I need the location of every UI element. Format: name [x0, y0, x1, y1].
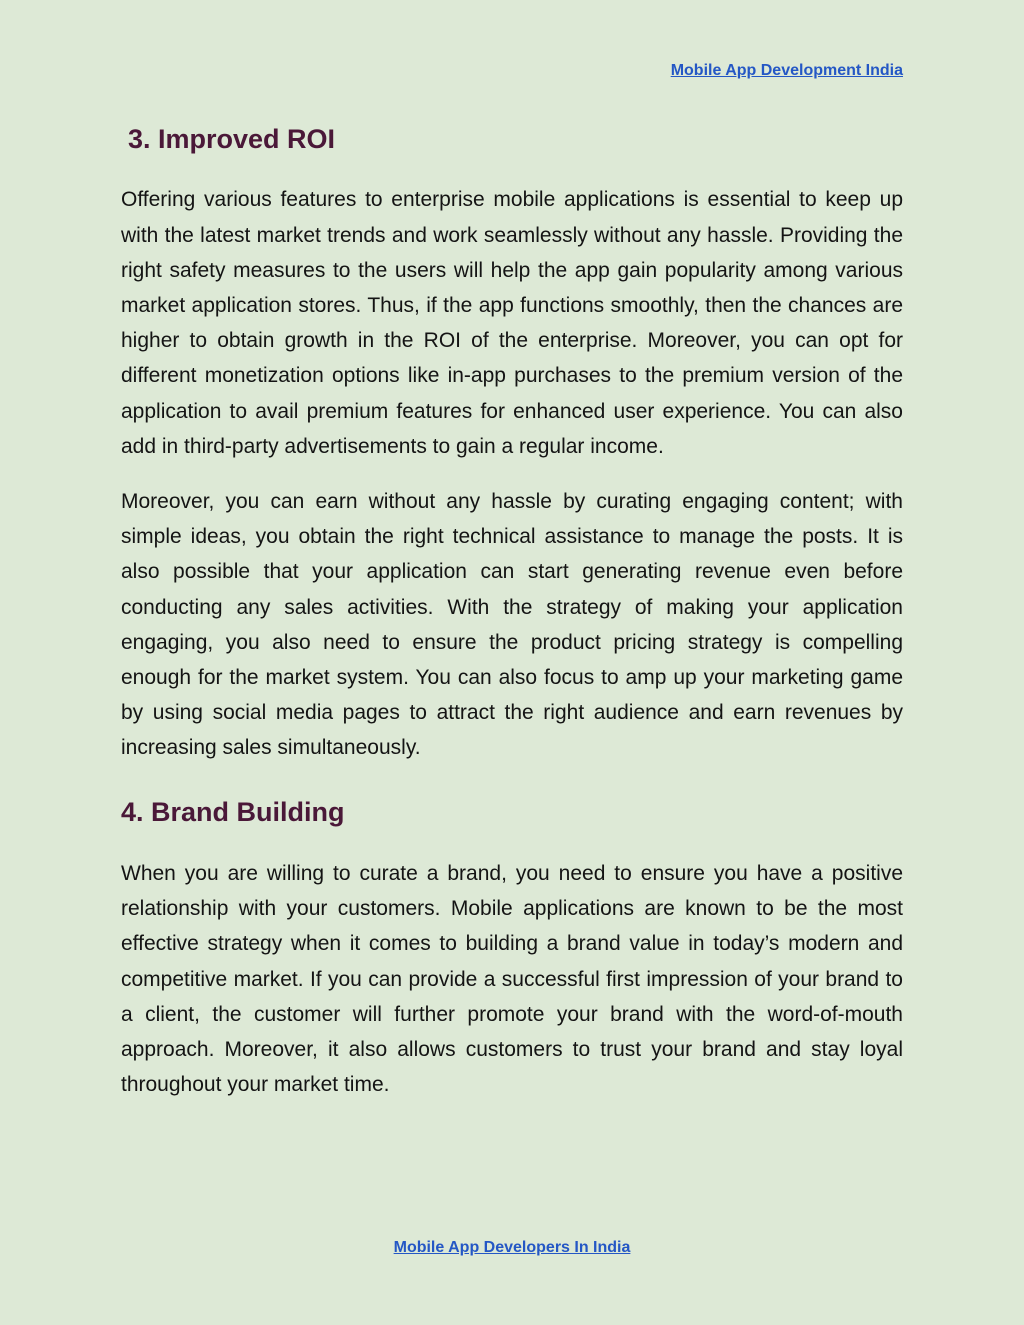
section-heading-brand-building: 4. Brand Building	[121, 796, 345, 827]
document-content	[121, 118, 903, 1122]
paragraph-roi-2: Moreover, you can earn without any hassle by curating engaging content; with simple ideas, you obtain the right technical assistance to manage the posts. It is also possible that your application can start generating revenue even before conducting any sales activities. With the strategy of making your application engaging, you also need to ensure the product pricing strategy is compelling enough for the market system. You can also focus to amp up your marketing game by using social media pages to attract the right audience and earn revenues by increasing sales simultaneously.	[121, 490, 903, 760]
header-link-mobile-app-development-india[interactable]: Mobile App Development India	[670, 62, 903, 79]
paragraph-roi-1: Offering various features to enterprise mobile applications is essential to keep up with the latest market trends and work seamlessly without any hassle. Providing the right safety measures to the users will help the app gain popularity among various market application stores. Thus, if the app functions smoothly, then the chances are higher to obtain growth in the ROI of the enterprise. Moreover, you can opt for different monetization options like in-app purchases to the premium version of the application to avail premium features for enhanced user experience. You can also add in third-party advertisements to gain a regular income.	[121, 188, 903, 458]
paragraph-brand-1: When you are willing to curate a brand, you need to ensure you have a positive relationship with your customers. Mobile applications are known to be the most effective strategy when it comes to building a brand value in today’s modern and competitive market. If you can provide a successful first impression of your brand to a client, the customer will further promote your brand with the word-of-mouth approach. Moreover, it also allows customers to trust your brand and stay loyal throughout your market time.	[121, 862, 903, 1097]
footer-link-mobile-app-developers-in-india[interactable]: Mobile App Developers In India	[393, 1239, 631, 1256]
section-heading-improved-roi: 3. Improved ROI	[128, 124, 336, 154]
